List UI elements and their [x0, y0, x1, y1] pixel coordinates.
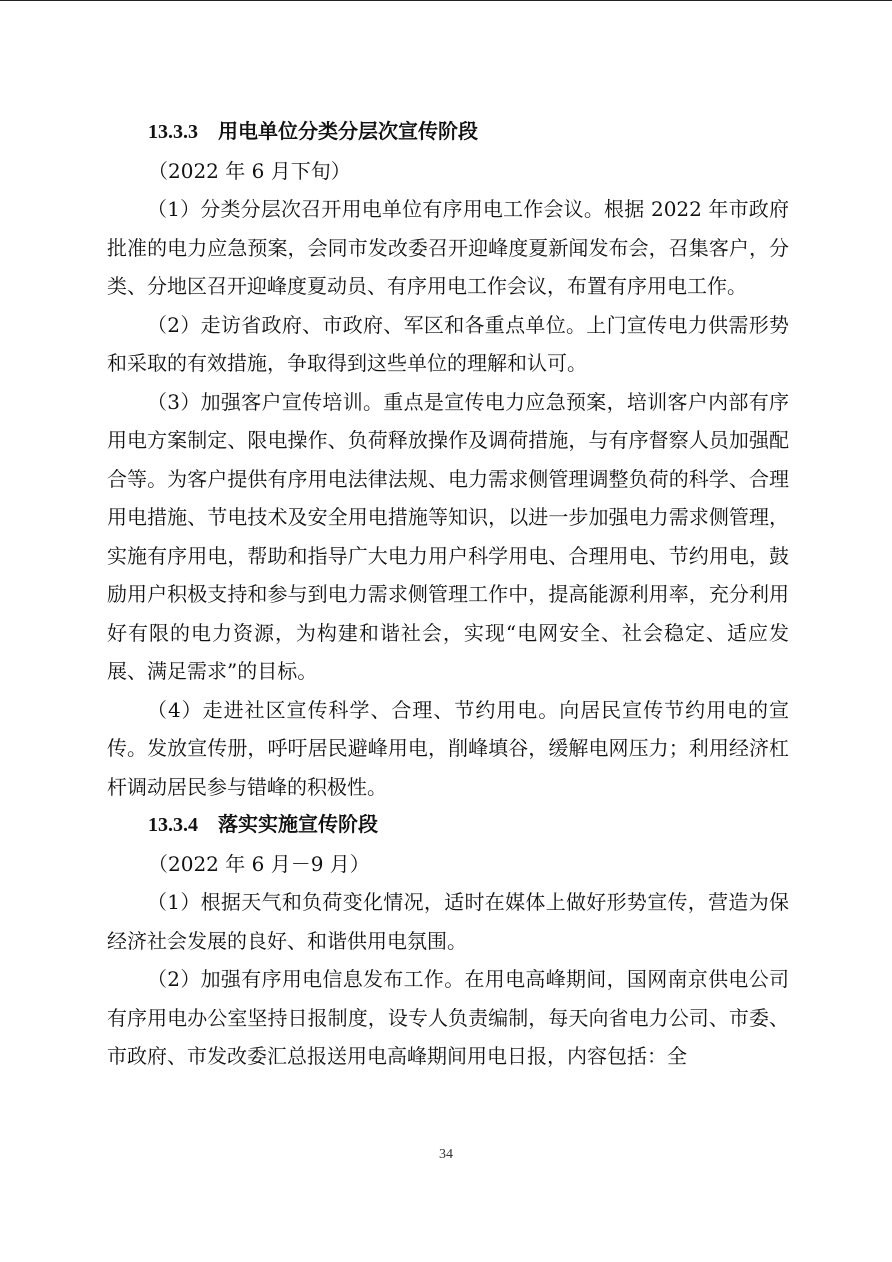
- paragraph: （3）加强客户宣传培训。重点是宣传电力应急预案，培训客户内部有序用电方案制定、限电操作、负荷释放操作及调荷措施，与有序督察人员加强配合等。为客户提供有序用电法律法规、电力需求侧管理调整负荷的科学、合理用电措施、节电技术及安全用电措施等知识，以进一步加强电力需求侧管理，实施有序用电，帮助和指导广大电力用户科学用电、合理用电、节约用电，鼓励用户积极支持和参与到电力需求侧管理工作中，提高能源利用率，充分利用好有限的电力资源，为构建和谐社会，实现“电网安全、社会稳定、适应发展、满足需求”的目标。: [107, 389, 789, 683]
- page-number: 34: [439, 1147, 453, 1162]
- section-date: （2022 年 6 月下旬）: [148, 158, 351, 183]
- section-heading-13-3-4: [107, 806, 789, 845]
- section-number: 13.3.3: [148, 121, 198, 143]
- section-date: （2022 年 6 月－9 月）: [148, 851, 370, 876]
- page-content: [107, 113, 789, 1076]
- section-title: 落实实施宣传阶段: [218, 814, 378, 836]
- paragraph: （1）分类分层次召开用电单位有序用电工作会议。根据 2022 年市政府批准的电力应急预案，会同市发改委召开迎峰度夏新闻发布会，召集客户，分类、分地区召开迎峰度夏动员、有序用电工作会议，布置有序用电工作。: [107, 197, 789, 298]
- paragraph: （1）根据天气和负荷变化情况，适时在媒体上做好形势宣传，营造为保经济社会发展的良好、和谐供用电氛围。: [107, 890, 789, 953]
- section-heading-13-3-3: [107, 113, 789, 152]
- section-title: 用电单位分类分层次宣传阶段: [218, 121, 478, 143]
- paragraph: （2）走访省政府、市政府、军区和各重点单位。上门宣传电力供需形势和采取的有效措施，争取得到这些单位的理解和认可。: [107, 312, 789, 375]
- section-number: 13.3.4: [148, 814, 198, 836]
- paragraph: （4）走进社区宣传科学、合理、节约用电。向居民宣传节约用电的宣传。发放宣传册，呼吁居民避峰用电，削峰填谷，缓解电网压力；利用经济杠杆调动居民参与错峰的积极性。: [107, 697, 789, 799]
- paragraph: （2）加强有序用电信息发布工作。在用电高峰期间，国网南京供电公司有序用电办公室坚持日报制度，设专人负责编制，每天向省电力公司、市委、市政府、市发改委汇总报送用电高峰期间用电日报，内容包括：全: [107, 967, 789, 1068]
